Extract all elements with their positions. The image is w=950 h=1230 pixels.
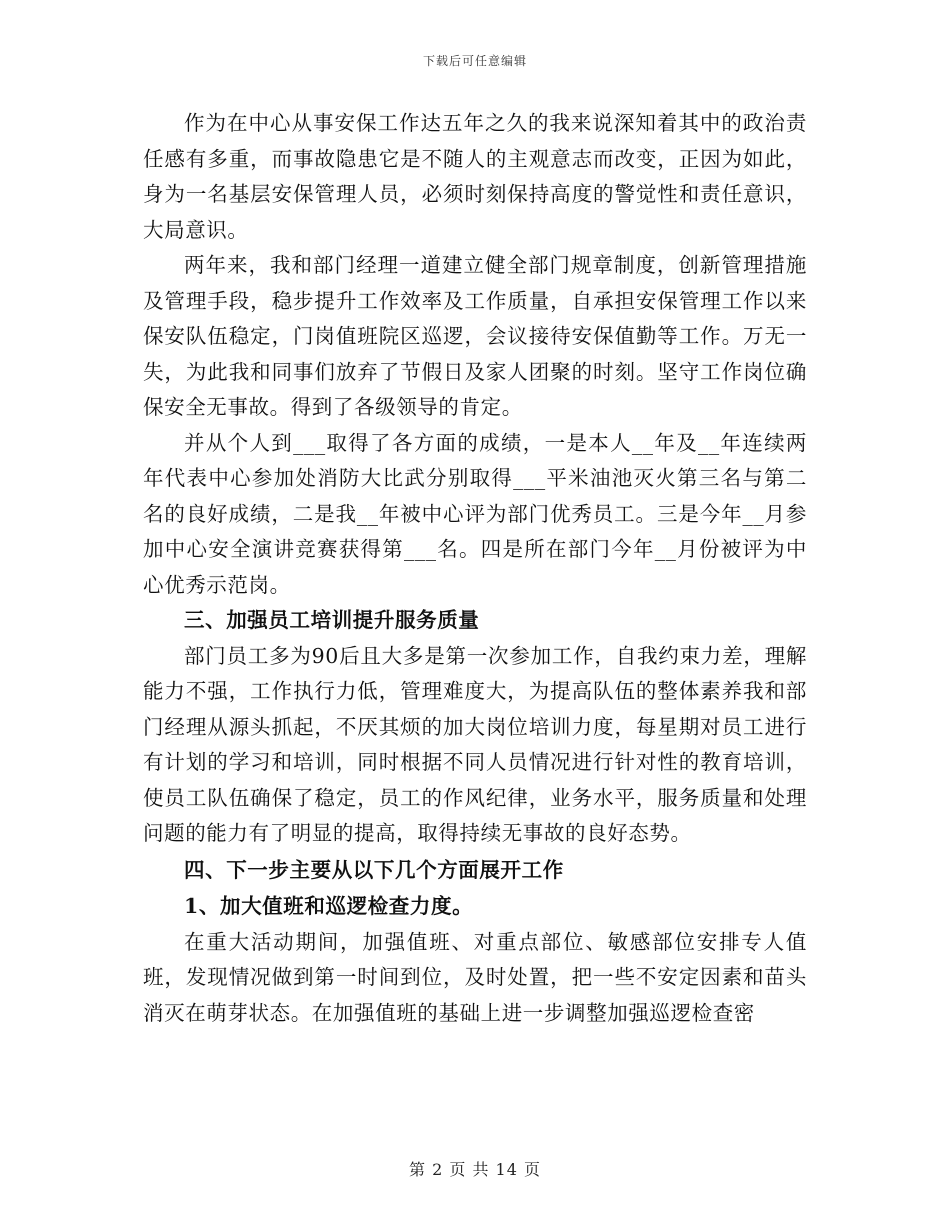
paragraph-4: 部门员工多为90后且大多是第一次参加工作，自我约束力差，理解能力不强，工作执行力低，管理难度大，为提高队伍的整体素养我和部门经理从源头抓起，不厌其烦的加大岗位培训力度，每星期对员工进行有计划的学习和培训，同时根据不同人员情况进行针对性的教育培训，使员工队伍确保了稳定，员工的作风纪律，业务水平，服务质量和处理问题的能力有了明显的提高，取得持续无事故的良好态势。 xyxy=(143,643,807,845)
section-heading-3: 三、加强员工培训提升服务质量 xyxy=(184,608,480,632)
paragraph-5: 在重大活动期间，加强值班、对重点部位、敏感部位安排专人值班，发现情况做到第一时间到位，及时处置，把一些不安定因素和苗头消灭在萌芽状态。在加强值班的基础上进一步调整加强巡逻检查密 xyxy=(143,929,807,1025)
section-heading-4: 四、下一步主要从以下几个方面展开工作 xyxy=(184,857,564,882)
subsection-heading-1: 1、加大值班和巡逻检查力度。 xyxy=(184,894,474,918)
document-body xyxy=(143,106,807,1031)
header-note: 下载后可任意编辑 xyxy=(422,54,527,68)
paragraph-3: 并从个人到___取得了各方面的成绩，一是本人__年及__年连续两年代表中心参加处消防大比武分别取得___平米油池灭火第三名与第二名的良好成绩，二是我__年被中心评为部门优秀员工。三是今年__月参加中心安全演讲竞赛获得第___名。四是所在部门今年__月份被评为中心优秀示范岗。 xyxy=(143,430,807,597)
paragraph-1: 作为在中心从事安保工作达五年之久的我来说深知着其中的政治责任感有多重，而事故隐患它是不随人的主观意志而改变，正因为如此，身为一名基层安保管理人员，必须时刻保持高度的警觉性和责任意识，大局意识。 xyxy=(143,111,807,242)
paragraph-2: 两年来，我和部门经理一道建立健全部门规章制度，创新管理措施及管理手段，稳步提升工作效率及工作质量，自承担安保管理工作以来保安队伍稳定，门岗值班院区巡逻，会议接待安保值勤等工作。万无一失，为此我和同事们放弃了节假日及家人团聚的时刻。坚守工作岗位确保安全无事故。得到了各级领导的肯定。 xyxy=(143,253,807,419)
page-number: 第 2 页 共 14 页 xyxy=(409,1160,541,1179)
